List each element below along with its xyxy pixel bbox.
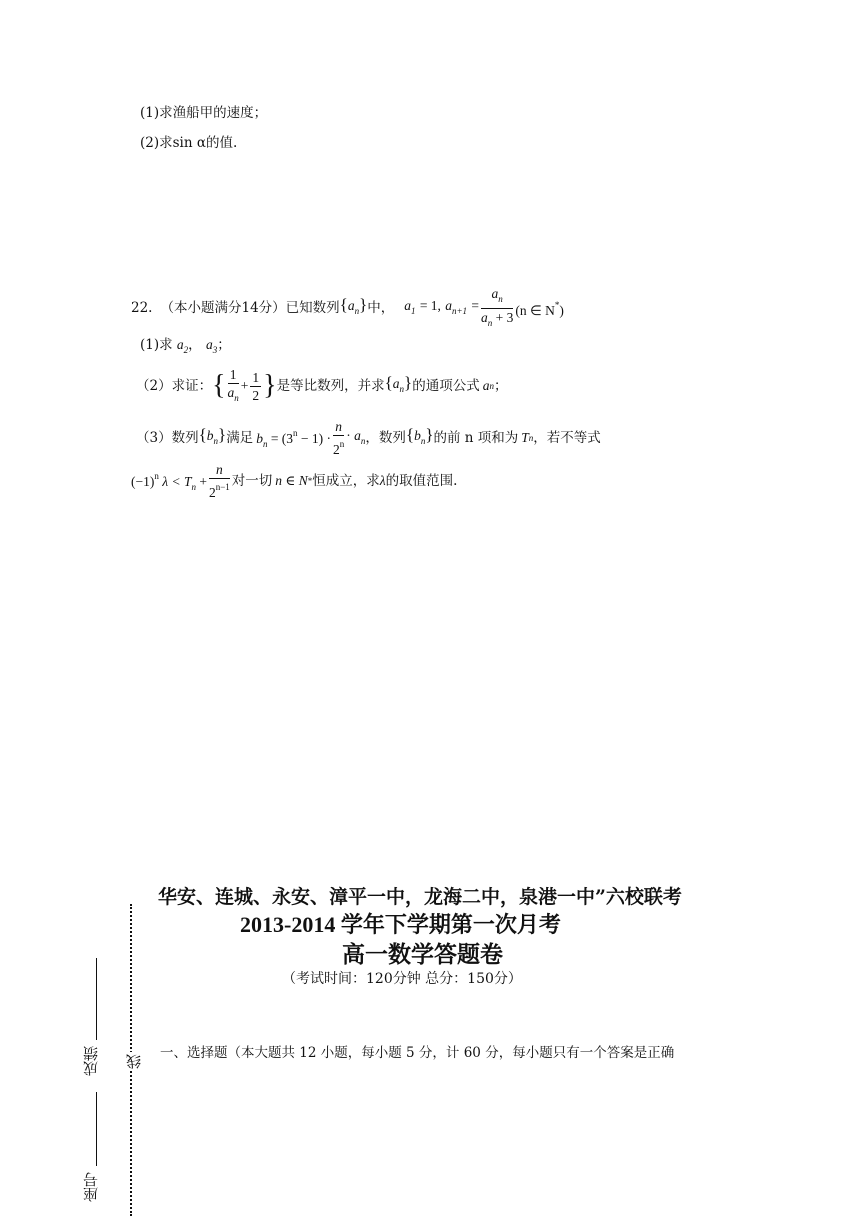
q22-mid: 中， [367,300,395,316]
score-field-line [96,958,97,1040]
binding-line-label: 线 [125,1054,143,1069]
set-a-n: $\{a_n\}$ [339,295,368,316]
score-label: 成绩 [82,1046,100,1076]
q21-part2: (2)求sin α的值. [140,135,238,151]
q22-header-line [131,285,564,328]
answer-sheet-title: 高一数学答题卷 [342,941,503,968]
q21-part1: (1)求渔船甲的速度； [140,105,268,121]
seat-label: 座号 [82,1172,100,1202]
q22-number: 22. [131,300,153,316]
q22-inequality-line: $(-1)^n$ $\lambda < T_n$ + $\frac{n}{2^{n-1}}$ 对一切 n ∈ N * 恒成立，求 λ 的取值范围. [131,462,458,500]
section1-heading: 一、选择题（本大题共 12 小题，每小题 5 分，计 60 分，每小题只有一个答案是正确 [160,1045,675,1061]
q22-reciprocal-fraction: $\frac{1}{a_n}$ [227,366,239,403]
q22-b-fraction: $\frac{n}{2^n}$ [333,419,345,457]
q22-part1: (1)求 $a_2$， $a_3$； [140,337,231,355]
q22-half-fraction: $\frac{1}{2}$ [252,369,260,403]
q22-recurrence-fraction: $\frac{a_n}{a_n + 3}$ [480,285,514,328]
answer-sheet-term: 2013-2014 学年下学期第一次月考 [240,912,561,937]
q22-part2: （2）求证： { $\frac{1}{a_n}$ + $\frac{1}{2}$ } 是等比数列，并求 $\{a_n\}$ 的通项公式 a n ； [136,362,507,410]
q22-domain: (n ∈ N*) [515,300,564,318]
answer-sheet-exam-info: （考试时间：120分钟 总分：150分） [282,971,522,987]
q22-header: （本小题满分14分）已知数列 [160,300,340,316]
q22-condition: $a_1 = 1$, $a_{n+1}$ = [404,297,479,316]
q22-inequality-fraction: $\frac{n}{2^{n-1}}$ [208,462,230,500]
q22-part3: （3）数列 $\{b_n\}$ 满足 $b_n = (3^n - 1)$ · $\frac{n}{2^n}$ · $a_n$ ，数列 $\{b_n\}$ 的前 n 项和为 T n ，若不等式 [136,419,601,457]
answer-sheet-schools: 华安、连城、永安、漳平一中，龙海二中，泉港一中”六校联考 [158,886,682,908]
seat-field-line [96,1092,97,1166]
